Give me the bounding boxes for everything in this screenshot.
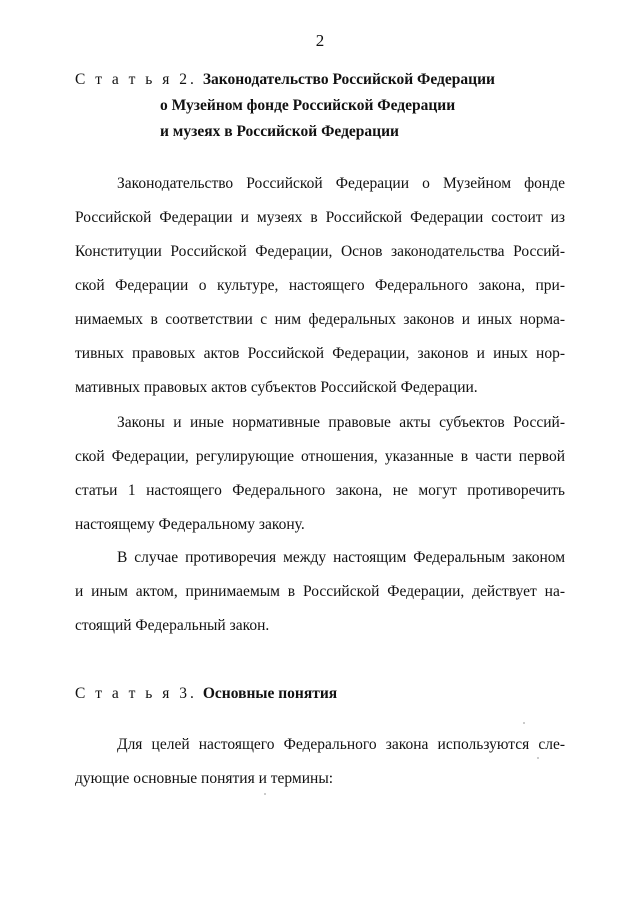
- article-2-paragraph-2: [75, 406, 565, 542]
- article-3-paragraph-1: [75, 728, 565, 796]
- paragraph-line: Конституции Российской Федерации, Основ законодательства Россий-: [75, 243, 565, 260]
- scan-speck: [264, 793, 266, 795]
- paragraph-line: В случае противоречия между настоящим Федеральным законом: [117, 549, 565, 566]
- article-3-title: Основные понятия: [202, 685, 338, 702]
- article-2-heading-line-1: [75, 67, 575, 93]
- paragraph-line: Для целей настоящего Федерального закона используются сле-: [117, 736, 565, 753]
- paragraph-line: тивных правовых актов Российской Федерации, законов и иных нор-: [75, 345, 565, 362]
- paragraph-line: ской Федерации, регулирующие отношения, указанные в части первой: [75, 448, 565, 465]
- paragraph-line: дующие основные понятия и термины:: [75, 770, 334, 787]
- paragraph-line: Законы и иные нормативные правовые акты субъектов Россий-: [117, 414, 565, 431]
- paragraph-line: мативных правовых актов субъектов Российской Федерации.: [75, 379, 478, 396]
- article-3-heading: [75, 681, 575, 707]
- paragraph-line: стоящий Федеральный закон.: [75, 617, 270, 634]
- paragraph-line: нимаемых в соответствии с ним федеральных законов и иных норма-: [75, 311, 565, 328]
- article-2-title-line: и музеях в Российской Федерации: [160, 123, 399, 140]
- article-2-title-line: о Музейном фонде Российской Федерации: [160, 97, 456, 114]
- article-2-paragraph-1: [75, 167, 565, 405]
- article-2-heading: [75, 67, 575, 145]
- scan-speck: [537, 757, 539, 759]
- article-2-label: С т а т ь я 2.: [75, 71, 197, 88]
- paragraph-line: настоящему Федеральному закону.: [75, 516, 305, 533]
- article-3-heading-line: [75, 681, 575, 707]
- scan-speck: [523, 722, 525, 724]
- article-2-paragraph-3: [75, 541, 565, 643]
- paragraph-line: статьи 1 настоящего Федерального закона, не могут противоречить: [75, 482, 565, 499]
- article-3-label: С т а т ь я 3.: [75, 685, 197, 702]
- paragraph-line: и иным актом, принимаемым в Российской Федерации, действует на-: [75, 583, 565, 600]
- article-2-title-line: Законодательство Российской Федерации: [202, 71, 495, 88]
- paragraph-line: Российской Федерации и музеях в Российской Федерации состоит из: [75, 209, 565, 226]
- page-number: 2: [315, 31, 325, 50]
- paragraph-line: Законодательство Российской Федерации о Музейном фонде: [117, 175, 565, 192]
- paragraph-line: ской Федерации о культуре, настоящего Федерального закона, при-: [75, 277, 565, 294]
